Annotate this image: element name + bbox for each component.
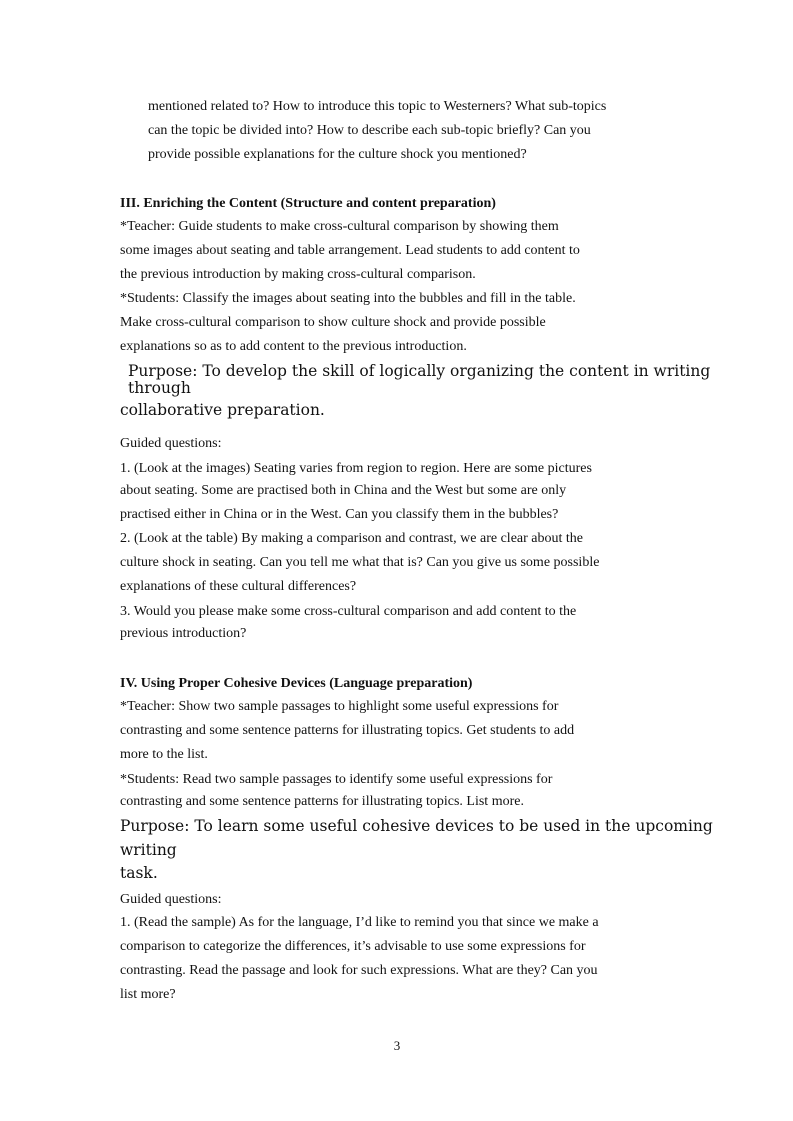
purpose-line: Purpose: To develop the skill of logically organizing the content in writing (128, 362, 711, 380)
teacher-line: contrasting and some sentence patterns for illustrating topics. Get students to add (120, 723, 575, 738)
teacher-line: *Teacher: Show two sample passages to highlight some useful expressions for (120, 699, 559, 714)
teacher-line: the previous introduction by making cross-cultural comparison. (120, 267, 476, 282)
question-line: explanations of these cultural differences? (120, 579, 357, 594)
teacher-line: more to the list. (120, 747, 208, 762)
purpose-line: Purpose: To learn some useful cohesive devices to be used in the upcoming (120, 817, 713, 835)
question-line: list more? (120, 987, 176, 1002)
purpose-line: collaborative preparation. (120, 401, 325, 419)
text-line: can the topic be divided into? How to describe each sub-topic briefly? Can you (148, 123, 591, 138)
purpose-line: through (128, 379, 191, 397)
question-line: 1. (Look at the images) Seating varies from region to region. Here are some pictures (120, 461, 592, 476)
question-line: practised either in China or in the West. Can you classify them in the bubbles? (120, 507, 559, 522)
question-line: 1. (Read the sample) As for the language, I’d like to remind you that since we make a (120, 915, 599, 930)
student-line: explanations so as to add content to the previous introduction. (120, 339, 467, 354)
text-line: mentioned related to? How to introduce this topic to Westerners? What sub-topics (148, 99, 607, 114)
section-heading-4: IV. Using Proper Cohesive Devices (Language preparation) (120, 676, 473, 691)
student-line: *Students: Classify the images about seating into the bubbles and fill in the table. (120, 291, 576, 306)
teacher-line: some images about seating and table arrangement. Lead students to add content to (120, 243, 580, 258)
student-line: Make cross-cultural comparison to show culture shock and provide possible (120, 315, 546, 330)
question-line: 2. (Look at the table) By making a comparison and contrast, we are clear about the (120, 531, 583, 546)
section-heading-3: III. Enriching the Content (Structure and content preparation) (120, 196, 496, 211)
guided-questions-title: Guided questions: (120, 892, 222, 907)
text-line: provide possible explanations for the culture shock you mentioned? (148, 147, 527, 162)
purpose-line: task. (120, 864, 158, 882)
question-line: 3. Would you please make some cross-cultural comparison and add content to the (120, 604, 577, 619)
purpose-line: writing (120, 841, 177, 859)
question-line: previous introduction? (120, 626, 247, 641)
question-line: about seating. Some are practised both in China and the West but some are only (120, 483, 567, 498)
student-line: *Students: Read two sample passages to identify some useful expressions for (120, 772, 553, 787)
guided-questions-title: Guided questions: (120, 436, 222, 451)
question-line: comparison to categorize the differences, it’s advisable to use some expressions for (120, 939, 586, 954)
student-line: contrasting and some sentence patterns for illustrating topics. List more. (120, 794, 524, 809)
teacher-line: *Teacher: Guide students to make cross-cultural comparison by showing them (120, 219, 559, 234)
page-number: 3 (393, 1038, 401, 1053)
question-line: culture shock in seating. Can you tell me what that is? Can you give us some possible (120, 555, 600, 570)
question-line: contrasting. Read the passage and look for such expressions. What are they? Can you (120, 963, 598, 978)
